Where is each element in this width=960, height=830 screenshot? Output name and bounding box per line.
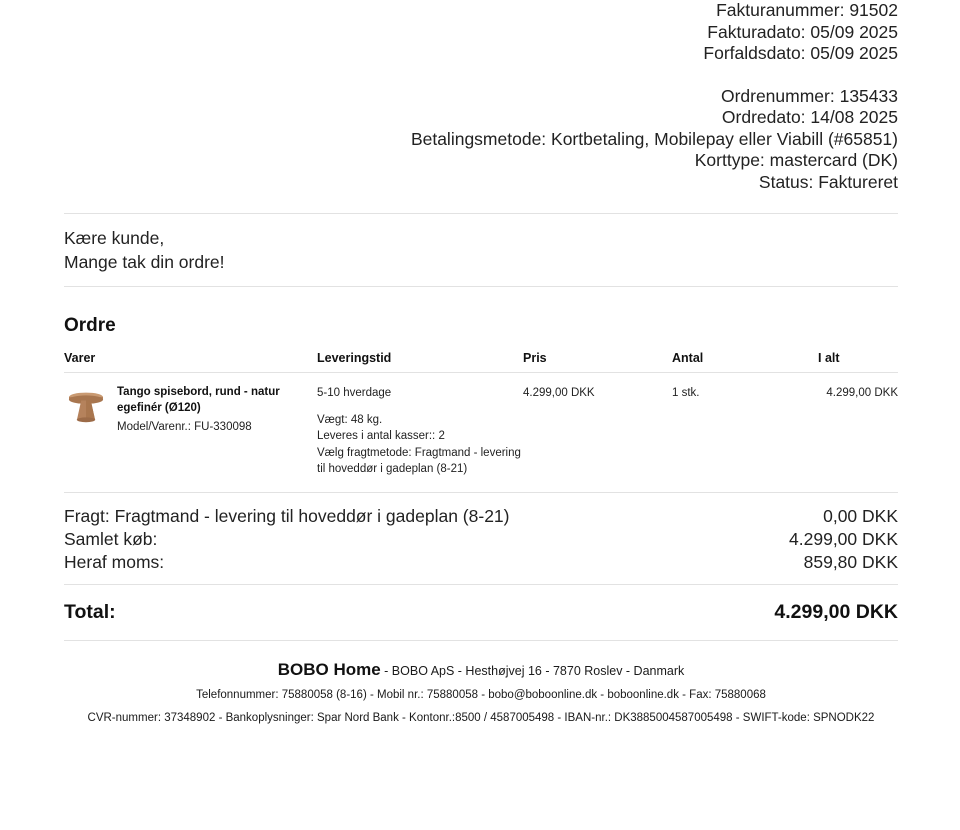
- greeting-line-1: Kære kunde,: [64, 228, 165, 248]
- product-thumbnail-icon: [64, 386, 108, 428]
- invoice-date: Fakturadato: 05/09 2025: [707, 21, 898, 42]
- table-row: [64, 373, 898, 492]
- shipping-label: Fragt: Fragtmand - levering til hoveddør i gadeplan (8-21): [64, 505, 510, 526]
- invoice-footer: [64, 641, 898, 727]
- vat-value: 859,80 DKK: [803, 551, 898, 572]
- column-header-pris: Pris: [523, 351, 672, 373]
- footer-bank: CVR-nummer: 37348902 - Bankoplysninger: Spar Nord Bank - Kontonr.:8500 / 4587005498 - IBAN-nr.: DK3885004587005498 - SWIFT-kode: SPNODK22: [87, 711, 875, 724]
- invoice-meta: [64, 0, 898, 193]
- footer-company: [64, 661, 898, 680]
- product-name: Tango spisebord, rund - natur egefinér (Ø120): [117, 386, 280, 414]
- totals-row-vat: [64, 551, 898, 574]
- product-weight: Vægt: 48 kg.: [317, 413, 383, 426]
- column-header-varer: Varer: [64, 351, 317, 373]
- order-date: Ordredato: 14/08 2025: [721, 107, 898, 127]
- cell-delivery: [317, 373, 523, 492]
- shipping-value: 0,00 DKK: [823, 505, 898, 526]
- invoice-content: [64, 0, 898, 727]
- greeting-line-2: Mange tak din ordre!: [64, 251, 225, 272]
- cell-line-total: 4.299,00 DKK: [826, 387, 898, 399]
- cell-price: 4.299,00 DKK: [523, 387, 595, 399]
- payment-method: Betalingsmetode: Kortbetaling, Mobilepay eller Viabill (#65851): [410, 128, 898, 149]
- order-status: Status: Faktureret: [758, 171, 898, 192]
- order-number: Ordrenummer: 135433: [720, 85, 898, 106]
- column-header-antal: Antal: [672, 351, 818, 373]
- total-value: 4.299,00 DKK: [774, 600, 898, 623]
- product-cell-inner: [64, 385, 317, 435]
- subtotal-value: 4.299,00 DKK: [789, 528, 898, 549]
- meta-spacer: [64, 65, 898, 86]
- table-header-row: [64, 351, 898, 373]
- column-header-ialt: I alt: [818, 351, 898, 373]
- product-shipping-method: Vælg fragtmetode: Fragtmand - levering til hoveddør i gadeplan (8-21): [317, 446, 521, 475]
- greeting-block: [64, 214, 898, 286]
- cell-product: [64, 373, 317, 492]
- product-boxes: Leveres i antal kasser:: 2: [317, 430, 445, 442]
- spacer-after-meta: [64, 193, 898, 213]
- cell-quantity: 1 stk.: [672, 387, 700, 399]
- footer-company-address: - BOBO ApS - Hesthøjvej 16 - 7870 Roslev - Danmark: [380, 663, 685, 678]
- total-label: Total:: [64, 600, 116, 623]
- totals-row-shipping: [64, 493, 898, 528]
- totals-table: [64, 493, 898, 574]
- footer-brand: BOBO Home: [277, 659, 381, 679]
- totals-row-subtotal: [64, 528, 898, 551]
- delivery-time: 5-10 hverdage: [317, 387, 392, 399]
- footer-contact: Telefonnummer: 75880058 (8-16) - Mobil nr.: 75880058 - bobo@boboonline.dk - boboonline.dk - Fax: 75880068: [196, 688, 766, 701]
- divider-after-greeting: [64, 286, 898, 287]
- invoice-number: Fakturanummer: 91502: [716, 0, 898, 20]
- product-text: [117, 385, 317, 435]
- totals-row-grand: [64, 585, 898, 640]
- grand-total-table: [64, 585, 898, 640]
- subtotal-label: Samlet køb:: [64, 528, 158, 549]
- card-type: Korttype: mastercard (DK): [694, 150, 898, 170]
- column-header-leveringstid: Leveringstid: [317, 351, 523, 373]
- order-items-table: [64, 351, 898, 492]
- invoice-due-date: Forfaldsdato: 05/09 2025: [703, 43, 898, 63]
- order-section-title: Ordre: [64, 315, 116, 336]
- product-sku: Model/Varenr.: FU-330098: [117, 421, 252, 433]
- vat-label: Heraf moms:: [64, 551, 165, 572]
